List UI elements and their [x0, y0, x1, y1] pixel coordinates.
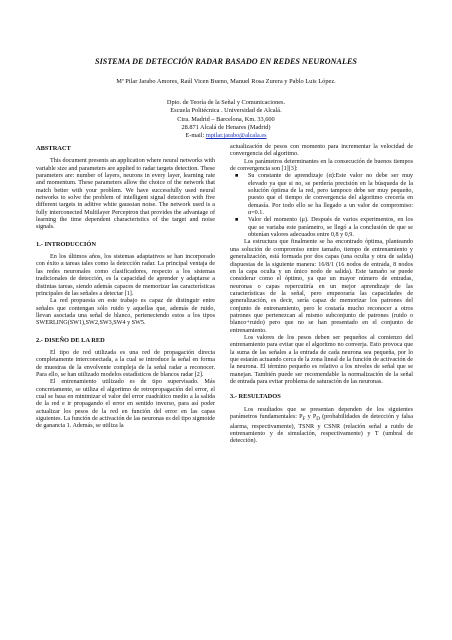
- affiliation-line: Dpto. de Teoría de la Señal y Comunicaciones.: [166, 99, 286, 106]
- subscript: D: [316, 416, 320, 423]
- text-run: y P: [305, 414, 317, 421]
- right-column: [230, 144, 413, 446]
- email-link[interactable]: mpilar.jarabo@alcala.es: [205, 132, 267, 140]
- body-paragraph: [230, 407, 413, 446]
- section-heading-diseno: 2.- DISEÑO DE LA RED: [36, 336, 105, 344]
- subscript: F: [302, 416, 306, 423]
- body-paragraph: En los últimos años, los sistemas adaptativos se han incorporado con éxito a tareas tales como la detección radar. La principal ventaja de las redes neuronales como clasificadores, respecto a los sistemas tradicionales de detección, es la capacidad de aprender y adaptarse a distintas tareas, siendo además capaces de memorizar las características principales de las señales a detectar [1].: [36, 254, 215, 297]
- body-paragraph: El entrenamiento utilizado es de tipo supervisado. Más concretamente, se utiliza el algoritmo de retropropagación del error, el cual se basa en minimizar el valor del error cuadrático medio a la salida de la red e ir propagando el error en sentido inverso, para así poder actualizar los pesos de la red en función del error en las capas siguientes. La función de activación de las neuronas es del tipo sigmoide de ganancia 1. Además, se utiliza la: [36, 379, 215, 430]
- section-heading-introduccion: 1.- INTRODUCCIÓN: [36, 240, 97, 248]
- email-line: [120, 132, 332, 140]
- author-list: Mª Pilar Jarabo Amores, Raúl Vicen Bueno, Manuel Rosa Zurera y Pablo Luis López.: [116, 78, 336, 85]
- affiliation-line: 28.871 Alcalá de Henares (Madrid): [181, 123, 271, 131]
- paper-title: SISTEMA DE DETECCIÓN RADAR BASADO EN REDES NEURONALES: [95, 57, 357, 66]
- left-column: [36, 145, 215, 431]
- body-paragraph: La estructura que finalmente se ha encontrado óptima, planteando una solución de compromiso entre tamaño, tiempo de entrenamiento y generalización, está formada por dos capas (una oculta y otra de salida) dispuestas de la siguiente manera: 16/8/1 (16 nodos de entrada, 8 nodos en la capa oculta y un único nodo de salida). Este tamaño se puede considerar como el óptimo, ya que un mayor número de entradas, neuronas o capas repercutiría en un mejor aprendizaje de las características de la señal, pero empeoraría las capacidades de generalización, es decir, sería capaz de memorizar los patrones del conjunto de entrenamiento, pero le costaría mucho reconocer a otros patrones que pertenezcan al mismo subconjunto de patrones (ruido o blanco+ruido) pero que no se han presentado en el conjunto de entrenamiento.: [230, 239, 413, 334]
- parameter-list: [230, 173, 413, 239]
- affiliation-block: [120, 99, 332, 140]
- text-run: Los resultados que se presentan dependen de los siguientes parámetros fundamentales: P: [230, 406, 413, 421]
- body-paragraph: Los valores de los pesos deben ser pequeños al comienzo del entrenamiento para evitar que el algoritmo no converja. Esto provoca que la suma de las señales a la entrada de cada neurona sea pequeña, por lo que estarán actuando cerca de la zona lineal de la función de activación de la neurona. El término pequeño es relativo a los niveles de señal que se manejan. También puede ser recomendable la normalización de la señal de entrada para evitar problema de saturación de las neuronas.: [230, 334, 413, 385]
- list-item-text: Su constante de aprendizaje (α):Este valor no debe ser muy elevado ya que si no, se perdería precisión en la búsqueda de la solución óptima de la red, pero tampoco debe ser muy pequeño, puesto que el tiempo de convergencia del algoritmo crecería en demasía. Por todo ello se ha llegado a un valor de compromiso: α=0.1.: [248, 173, 413, 217]
- text-run: (probabilidades de detección y falsa alarma, respectivamente), TSNR y CSNR (relación señal a ruido de entrenamiento y de simulación, respectivamente) y T (umbral de detección).: [230, 414, 414, 445]
- abstract-heading: ABSTRACT: [36, 145, 71, 152]
- body-paragraph: La red propuesta en este trabajo es capaz de distinguir entre señales que contengan sólo ruido y aquellas que, además de ruido, llevan asociada una señal de blanco, perteneciendo estos a los tipos SWERLING(SW1),SW2,SW3,SW4 y SW5.: [36, 298, 215, 327]
- bullet-icon: ■: [235, 173, 239, 180]
- body-paragraph: El tipo de red utilizada es una red de propagación directa completamente interconectada, a la cual se introduce la señal en forma de muestras de la envolvente compleja de la señal radar a reconocer. Para ello, se han utilizado modelos estadísticos de blancos radar [2].: [36, 349, 215, 378]
- list-item: [235, 173, 413, 217]
- body-paragraph: Los parámetros determinantes en la consecución de buenos tiempos de convergencia son [1][3]:: [230, 158, 413, 173]
- affiliation-line: Ctra. Madrid – Barcelona, Km. 33,600: [177, 115, 275, 123]
- bullet-icon: ■: [235, 217, 239, 224]
- abstract-paragraph: This document presents an application where neural networks with variable size and parameters are applied to radar targets detection. These parameters are: number of layers, neurons in every layer, learning rate and momentum. These parameters allow the choice of the network that match better with your problem. We have successfully used neural networks to solve the problem of intelligent signal detection with five different targets in aditive white gaussian noise. The network used is a fully interconected Multilayer Perceptron that provides the advantage of learning the time dependent characteristics of the target and noise signals.: [36, 158, 215, 231]
- email-label: E-mail:: [185, 132, 205, 140]
- body-paragraph: actualización de pesos con momento para incrementar la velocidad de convergencia del algoritmo.: [230, 144, 413, 158]
- section-heading-resultados: 3.- RESULTADOS: [230, 393, 281, 401]
- list-item: [235, 217, 413, 239]
- affiliation-line: Escuela Politécnica . Universidad de Alcalá.: [170, 107, 282, 115]
- list-item-text: Valor del momento (μ). Después de varios experimentos, en los que se variaba este parámetro, se llegó a la conclusión de que se obtenían valores adecuados entre 0,8 y 0,9.: [248, 217, 413, 239]
